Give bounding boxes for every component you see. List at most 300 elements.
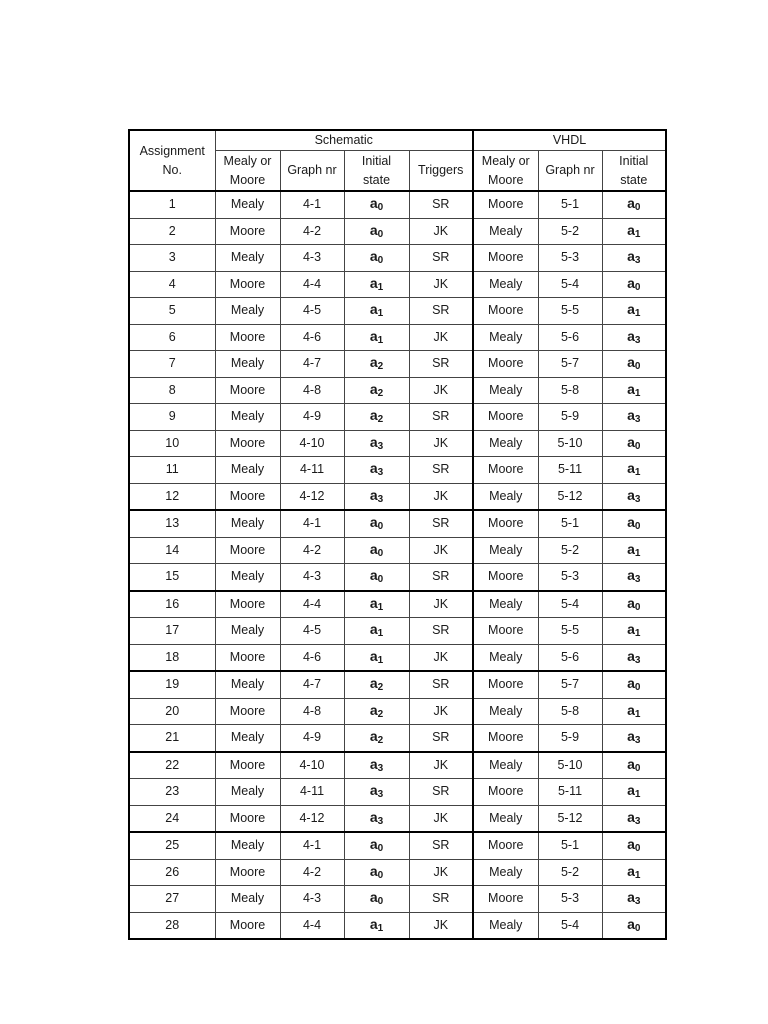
triggers-cell: SR [409, 779, 473, 806]
state-index: 1 [634, 228, 641, 240]
vhdl-graph-cell: 5-2 [538, 218, 602, 245]
vhdl-type-cell: Moore [473, 832, 538, 859]
assignment-no-cell: 5 [129, 298, 215, 325]
state-index: 0 [634, 361, 641, 373]
schematic-initial-state-cell [344, 404, 409, 431]
state-symbol [627, 863, 640, 879]
triggers-cell: JK [409, 752, 473, 779]
vhdl-type-cell: Mealy [473, 324, 538, 351]
vhdl-initial-state-cell [602, 752, 666, 779]
schematic-graph-cell: 4-6 [280, 324, 344, 351]
state-letter: a [369, 782, 378, 799]
assignment-no-cell: 27 [129, 886, 215, 913]
table-row [129, 191, 666, 218]
state-symbol [627, 889, 641, 908]
triggers-cell: JK [409, 430, 473, 457]
triggers-cell: JK [409, 591, 473, 618]
state-symbol [370, 648, 383, 664]
state-symbol [627, 916, 640, 932]
assignment-no-cell: 12 [129, 483, 215, 510]
assignment-no-cell: 4 [129, 271, 215, 298]
state-symbol [627, 702, 640, 718]
assignment-no-cell: 10 [129, 430, 215, 457]
state-symbol [627, 407, 641, 426]
vhdl-graph-cell: 5-5 [538, 618, 602, 645]
vhdl-type-cell: Moore [473, 404, 538, 431]
state-index: 3 [377, 789, 384, 801]
schematic-type-cell: Mealy [215, 191, 280, 218]
state-symbol [369, 621, 384, 640]
state-letter: a [627, 647, 635, 664]
vhdl-initial-state-cell [602, 351, 666, 378]
state-index: 1 [634, 467, 641, 479]
schematic-initial-state-cell [344, 725, 409, 752]
schematic-type-cell: Mealy [215, 457, 280, 484]
triggers-cell: JK [409, 644, 473, 671]
state-index: 1 [634, 869, 641, 881]
state-index: 0 [634, 202, 641, 214]
state-letter: a [627, 195, 635, 212]
triggers-cell: SR [409, 510, 473, 537]
schematic-type-cell: Moore [215, 537, 280, 564]
vhdl-type-cell: Moore [473, 725, 538, 752]
assignment-no-cell: 22 [129, 752, 215, 779]
assignment-no-cell: 11 [129, 457, 215, 484]
state-symbol [627, 275, 640, 291]
state-symbol [369, 354, 384, 373]
triggers-cell: JK [409, 912, 473, 939]
state-symbol [369, 836, 384, 855]
triggers-cell: SR [409, 564, 473, 591]
schematic-initial-state-cell [344, 377, 409, 404]
schematic-type-cell: Mealy [215, 351, 280, 378]
schematic-graph-cell: 4-3 [280, 886, 344, 913]
state-index: 0 [377, 896, 384, 908]
assignment-no-cell: 15 [129, 564, 215, 591]
schematic-initial-state-cell [344, 510, 409, 537]
vhdl-graph-cell: 5-1 [538, 510, 602, 537]
state-index: 0 [377, 521, 384, 533]
schematic-initial-state-cell [344, 351, 409, 378]
state-symbol [370, 863, 383, 879]
table-row [129, 483, 666, 510]
vhdl-type-cell: Mealy [473, 805, 538, 832]
vhdl-initial-state-cell [602, 725, 666, 752]
header-schematic: Schematic [215, 130, 473, 151]
vhdl-graph-cell: 5-10 [538, 752, 602, 779]
header-vhdl-initial-state [602, 151, 666, 192]
header-triggers: Triggers [409, 151, 473, 192]
state-letter: a [369, 836, 378, 853]
state-symbol [627, 621, 641, 640]
state-index: 1 [634, 387, 641, 399]
vhdl-initial-state-cell [602, 271, 666, 298]
state-index: 0 [377, 843, 384, 855]
state-index: 2 [377, 414, 384, 426]
schematic-type-cell: Moore [215, 430, 280, 457]
triggers-cell: JK [409, 698, 473, 725]
schematic-type-cell: Mealy [215, 564, 280, 591]
assignment-no-cell: 25 [129, 832, 215, 859]
state-symbol [369, 889, 384, 908]
vhdl-initial-state-cell [602, 298, 666, 325]
assignment-table [128, 129, 667, 940]
schematic-graph-cell: 4-3 [280, 564, 344, 591]
schematic-initial-state-cell [344, 298, 409, 325]
state-index: 1 [377, 654, 384, 666]
state-letter: a [627, 407, 635, 424]
assignment-no-cell: 6 [129, 324, 215, 351]
schematic-initial-state-cell [344, 779, 409, 806]
state-index: 1 [377, 601, 384, 613]
schematic-graph-cell: 4-8 [280, 698, 344, 725]
state-index: 0 [377, 574, 384, 586]
schematic-initial-state-cell [344, 591, 409, 618]
schematic-type-cell: Moore [215, 752, 280, 779]
state-letter: a [627, 433, 635, 450]
table-row [129, 271, 666, 298]
schematic-type-cell: Moore [215, 483, 280, 510]
header-initial-line2: state [620, 172, 648, 187]
vhdl-type-cell: Moore [473, 886, 538, 913]
vhdl-initial-state-cell [602, 644, 666, 671]
schematic-graph-cell: 4-12 [280, 805, 344, 832]
vhdl-type-cell: Moore [473, 671, 538, 698]
vhdl-initial-state-cell [602, 510, 666, 537]
state-symbol [627, 514, 641, 533]
state-letter: a [627, 540, 635, 557]
schematic-type-cell: Moore [215, 377, 280, 404]
state-letter: a [369, 354, 378, 371]
vhdl-graph-cell: 5-1 [538, 832, 602, 859]
vhdl-initial-state-cell [602, 779, 666, 806]
schematic-initial-state-cell [344, 698, 409, 725]
vhdl-graph-cell: 5-4 [538, 271, 602, 298]
state-index: 0 [634, 601, 641, 613]
vhdl-initial-state-cell [602, 886, 666, 913]
table-row [129, 644, 666, 671]
header-assignment-line2: No. [162, 162, 182, 177]
vhdl-graph-cell: 5-4 [538, 912, 602, 939]
state-letter: a [627, 380, 635, 397]
schematic-graph-cell: 4-5 [280, 298, 344, 325]
state-letter: a [627, 701, 635, 718]
state-letter: a [369, 808, 378, 825]
state-symbol [369, 567, 384, 586]
schematic-initial-state-cell [344, 271, 409, 298]
state-symbol [370, 434, 383, 450]
header-initial-line1: Initial [361, 153, 392, 168]
vhdl-initial-state-cell [602, 324, 666, 351]
schematic-initial-state-cell [344, 752, 409, 779]
triggers-cell: JK [409, 324, 473, 351]
schematic-graph-cell: 4-2 [280, 537, 344, 564]
state-index: 0 [634, 843, 641, 855]
schematic-graph-cell: 4-3 [280, 245, 344, 272]
vhdl-initial-state-cell [602, 591, 666, 618]
vhdl-graph-cell: 5-3 [538, 564, 602, 591]
vhdl-initial-state-cell [602, 404, 666, 431]
state-symbol [627, 328, 640, 344]
schematic-type-cell: Moore [215, 698, 280, 725]
vhdl-initial-state-cell [602, 912, 666, 939]
table-row [129, 218, 666, 245]
schematic-type-cell: Moore [215, 644, 280, 671]
vhdl-initial-state-cell [602, 671, 666, 698]
vhdl-initial-state-cell [602, 859, 666, 886]
state-index: 1 [634, 789, 641, 801]
schematic-graph-cell: 4-6 [280, 644, 344, 671]
assignment-no-cell: 2 [129, 218, 215, 245]
state-letter: a [369, 407, 378, 424]
schematic-type-cell: Mealy [215, 832, 280, 859]
state-letter: a [369, 728, 378, 745]
table-row [129, 698, 666, 725]
state-symbol [627, 756, 640, 772]
assignment-no-cell: 23 [129, 779, 215, 806]
state-index: 3 [634, 414, 641, 426]
vhdl-graph-cell: 5-11 [538, 457, 602, 484]
state-symbol [369, 195, 384, 214]
schematic-type-cell: Moore [215, 218, 280, 245]
state-letter: a [627, 862, 635, 879]
table-row [129, 671, 666, 698]
state-index: 3 [634, 735, 641, 747]
assignment-no-cell: 8 [129, 377, 215, 404]
assignment-no-cell: 26 [129, 859, 215, 886]
schematic-initial-state-cell [344, 644, 409, 671]
header-initial-line2: state [362, 172, 391, 187]
vhdl-graph-cell: 5-11 [538, 779, 602, 806]
schematic-type-cell: Moore [215, 271, 280, 298]
state-symbol [370, 702, 383, 718]
header-assignment-line1: Assignment [139, 143, 205, 158]
header-vhdl-graph: Graph nr [538, 151, 602, 192]
schematic-graph-cell: 4-9 [280, 404, 344, 431]
state-index: 2 [377, 361, 384, 373]
vhdl-type-cell: Moore [473, 351, 538, 378]
state-letter: a [369, 301, 378, 318]
vhdl-graph-cell: 5-12 [538, 805, 602, 832]
table-row [129, 912, 666, 939]
table-row [129, 537, 666, 564]
vhdl-type-cell: Moore [473, 510, 538, 537]
vhdl-type-cell: Moore [473, 779, 538, 806]
assignment-no-cell: 7 [129, 351, 215, 378]
vhdl-type-cell: Mealy [473, 698, 538, 725]
vhdl-type-cell: Moore [473, 298, 538, 325]
triggers-cell: JK [409, 377, 473, 404]
schematic-initial-state-cell [344, 430, 409, 457]
table-row [129, 351, 666, 378]
state-symbol [369, 460, 384, 479]
vhdl-initial-state-cell [602, 537, 666, 564]
state-index: 0 [634, 521, 641, 533]
assignment-no-cell: 17 [129, 618, 215, 645]
assignment-no-cell: 18 [129, 644, 215, 671]
vhdl-graph-cell: 5-5 [538, 298, 602, 325]
vhdl-type-cell: Mealy [473, 483, 538, 510]
vhdl-initial-state-cell [602, 457, 666, 484]
vhdl-graph-cell: 5-9 [538, 404, 602, 431]
header-type-line2: Moore [229, 172, 266, 187]
assignment-no-cell: 13 [129, 510, 215, 537]
state-letter: a [369, 647, 378, 664]
vhdl-graph-cell: 5-2 [538, 537, 602, 564]
vhdl-type-cell: Mealy [473, 644, 538, 671]
state-symbol [370, 328, 383, 344]
schematic-graph-cell: 4-4 [280, 591, 344, 618]
state-symbol [627, 836, 641, 855]
state-letter: a [627, 915, 635, 932]
vhdl-type-cell: Moore [473, 191, 538, 218]
vhdl-type-cell: Moore [473, 457, 538, 484]
schematic-initial-state-cell [344, 457, 409, 484]
triggers-cell: JK [409, 483, 473, 510]
state-symbol [369, 675, 384, 694]
vhdl-type-cell: Mealy [473, 752, 538, 779]
vhdl-graph-cell: 5-1 [538, 191, 602, 218]
state-letter: a [627, 274, 635, 291]
state-letter: a [369, 327, 378, 344]
schematic-initial-state-cell [344, 564, 409, 591]
state-symbol [370, 756, 383, 772]
state-letter: a [369, 701, 378, 718]
vhdl-type-cell: Mealy [473, 912, 538, 939]
schematic-graph-cell: 4-10 [280, 430, 344, 457]
state-index: 3 [634, 815, 641, 827]
schematic-graph-cell: 4-11 [280, 779, 344, 806]
table-row [129, 430, 666, 457]
state-index: 0 [377, 255, 384, 267]
vhdl-initial-state-cell [602, 618, 666, 645]
table-row [129, 324, 666, 351]
schematic-graph-cell: 4-4 [280, 912, 344, 939]
schematic-graph-cell: 4-2 [280, 218, 344, 245]
state-letter: a [627, 354, 635, 371]
state-index: 1 [377, 308, 384, 320]
state-symbol [369, 301, 384, 320]
state-symbol [370, 916, 383, 932]
schematic-type-cell: Mealy [215, 779, 280, 806]
vhdl-graph-cell: 5-9 [538, 725, 602, 752]
vhdl-graph-cell: 5-10 [538, 430, 602, 457]
state-letter: a [369, 274, 378, 291]
state-letter: a [627, 248, 635, 265]
triggers-cell: JK [409, 271, 473, 298]
table-row [129, 886, 666, 913]
schematic-type-cell: Mealy [215, 404, 280, 431]
state-letter: a [627, 782, 635, 799]
schematic-graph-cell: 4-4 [280, 271, 344, 298]
vhdl-graph-cell: 5-2 [538, 859, 602, 886]
state-symbol [370, 487, 383, 503]
state-index: 1 [634, 708, 641, 720]
vhdl-graph-cell: 5-6 [538, 324, 602, 351]
state-letter: a [369, 540, 378, 557]
schematic-graph-cell: 4-1 [280, 832, 344, 859]
state-index: 1 [634, 308, 641, 320]
header-schematic-initial-state [344, 151, 409, 192]
state-index: 3 [634, 654, 641, 666]
state-symbol [369, 407, 384, 426]
state-symbol [370, 541, 383, 557]
state-symbol [627, 222, 640, 238]
state-letter: a [369, 380, 378, 397]
state-symbol [627, 728, 641, 747]
vhdl-type-cell: Mealy [473, 218, 538, 245]
state-symbol [627, 782, 641, 801]
state-letter: a [627, 221, 635, 238]
schematic-type-cell: Mealy [215, 671, 280, 698]
vhdl-initial-state-cell [602, 218, 666, 245]
table-row [129, 618, 666, 645]
state-index: 2 [377, 682, 384, 694]
header-type-line2: Moore [488, 172, 524, 187]
state-index: 1 [377, 334, 384, 346]
assignment-no-cell: 9 [129, 404, 215, 431]
state-letter: a [627, 567, 635, 584]
state-symbol [627, 434, 640, 450]
header-type-line1: Mealy or [481, 153, 530, 168]
schematic-initial-state-cell [344, 218, 409, 245]
state-letter: a [369, 755, 378, 772]
state-index: 2 [377, 735, 384, 747]
state-symbol [370, 275, 383, 291]
assignment-no-cell: 20 [129, 698, 215, 725]
schematic-initial-state-cell [344, 483, 409, 510]
state-letter: a [369, 567, 378, 584]
state-letter: a [627, 808, 635, 825]
header-initial-line1: Initial [619, 153, 649, 168]
schematic-graph-cell: 4-1 [280, 191, 344, 218]
state-index: 0 [377, 869, 384, 881]
state-index: 3 [377, 762, 384, 774]
table-row [129, 752, 666, 779]
state-symbol [627, 648, 640, 664]
triggers-cell: SR [409, 832, 473, 859]
schematic-initial-state-cell [344, 324, 409, 351]
state-letter: a [627, 675, 635, 692]
table-row [129, 510, 666, 537]
table-row [129, 832, 666, 859]
state-index: 3 [634, 574, 641, 586]
state-index: 3 [634, 334, 641, 346]
state-letter: a [627, 460, 635, 477]
schematic-initial-state-cell [344, 537, 409, 564]
state-index: 2 [377, 387, 384, 399]
state-symbol [627, 460, 641, 479]
state-symbol [369, 782, 384, 801]
vhdl-initial-state-cell [602, 483, 666, 510]
state-letter: a [369, 594, 378, 611]
assignment-no-cell: 24 [129, 805, 215, 832]
state-letter: a [627, 755, 635, 772]
vhdl-type-cell: Moore [473, 618, 538, 645]
state-index: 0 [634, 922, 641, 934]
state-letter: a [369, 221, 378, 238]
table-body [129, 191, 666, 939]
state-index: 3 [377, 815, 384, 827]
schematic-initial-state-cell [344, 245, 409, 272]
state-letter: a [369, 195, 378, 212]
state-index: 1 [634, 628, 641, 640]
state-letter: a [627, 621, 635, 638]
schematic-type-cell: Moore [215, 324, 280, 351]
state-letter: a [627, 327, 635, 344]
table-row [129, 298, 666, 325]
vhdl-initial-state-cell [602, 564, 666, 591]
